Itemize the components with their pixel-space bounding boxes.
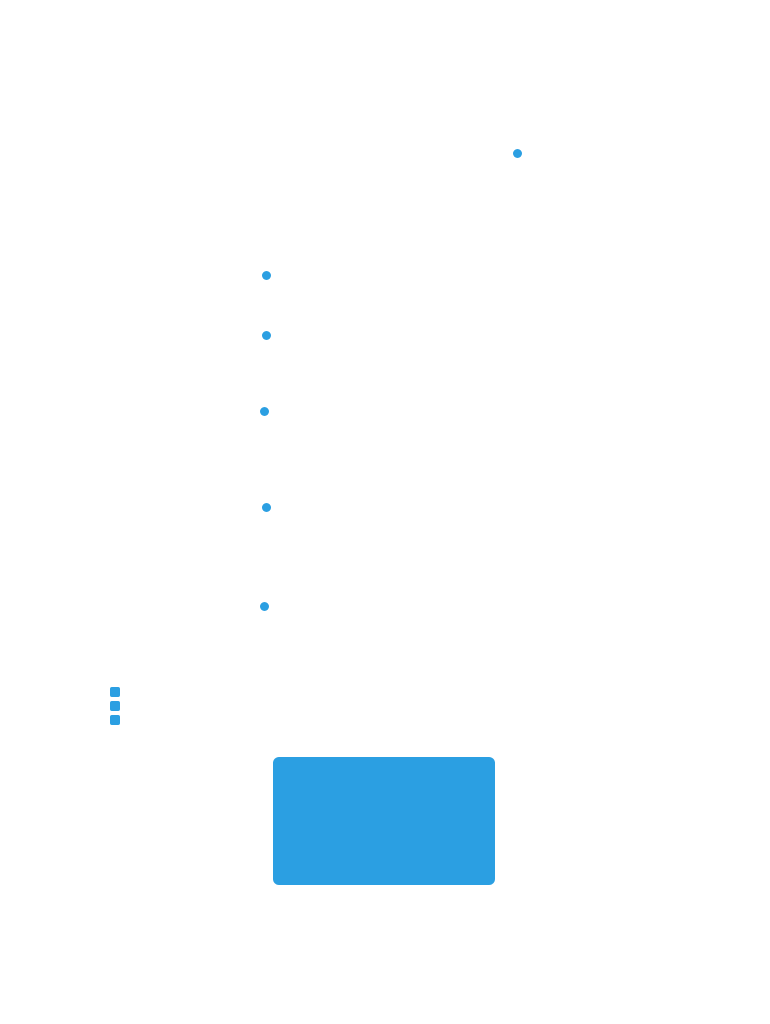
- liability-heading: [262, 328, 274, 344]
- minimum-coverage-heading: [260, 404, 272, 420]
- web-link[interactable]: [110, 715, 124, 729]
- deductible-heading: [262, 268, 274, 284]
- important-bullet: [513, 146, 525, 164]
- title-block: [22, 196, 232, 208]
- bullet-dot-icon: [262, 271, 271, 280]
- parents-coverage-heading: [262, 499, 482, 517]
- bullet-dot-icon: [513, 149, 522, 158]
- bullet-dot-icon: [260, 602, 269, 611]
- facebook-icon: [110, 687, 120, 697]
- facebook-link[interactable]: [110, 687, 124, 701]
- sg-lawyer-box: [273, 757, 495, 885]
- campus-life-logo: [18, 820, 128, 868]
- bullet-dot-icon: [262, 503, 271, 512]
- social-links: [110, 687, 124, 729]
- variables-heading: [260, 598, 480, 616]
- globe-icon: [110, 715, 120, 725]
- decorative-dots-top: [0, 0, 230, 160]
- mail-icon: [110, 701, 120, 711]
- bullet-dot-icon: [260, 407, 269, 416]
- email-link[interactable]: [110, 701, 124, 715]
- bullet-dot-icon: [262, 331, 271, 340]
